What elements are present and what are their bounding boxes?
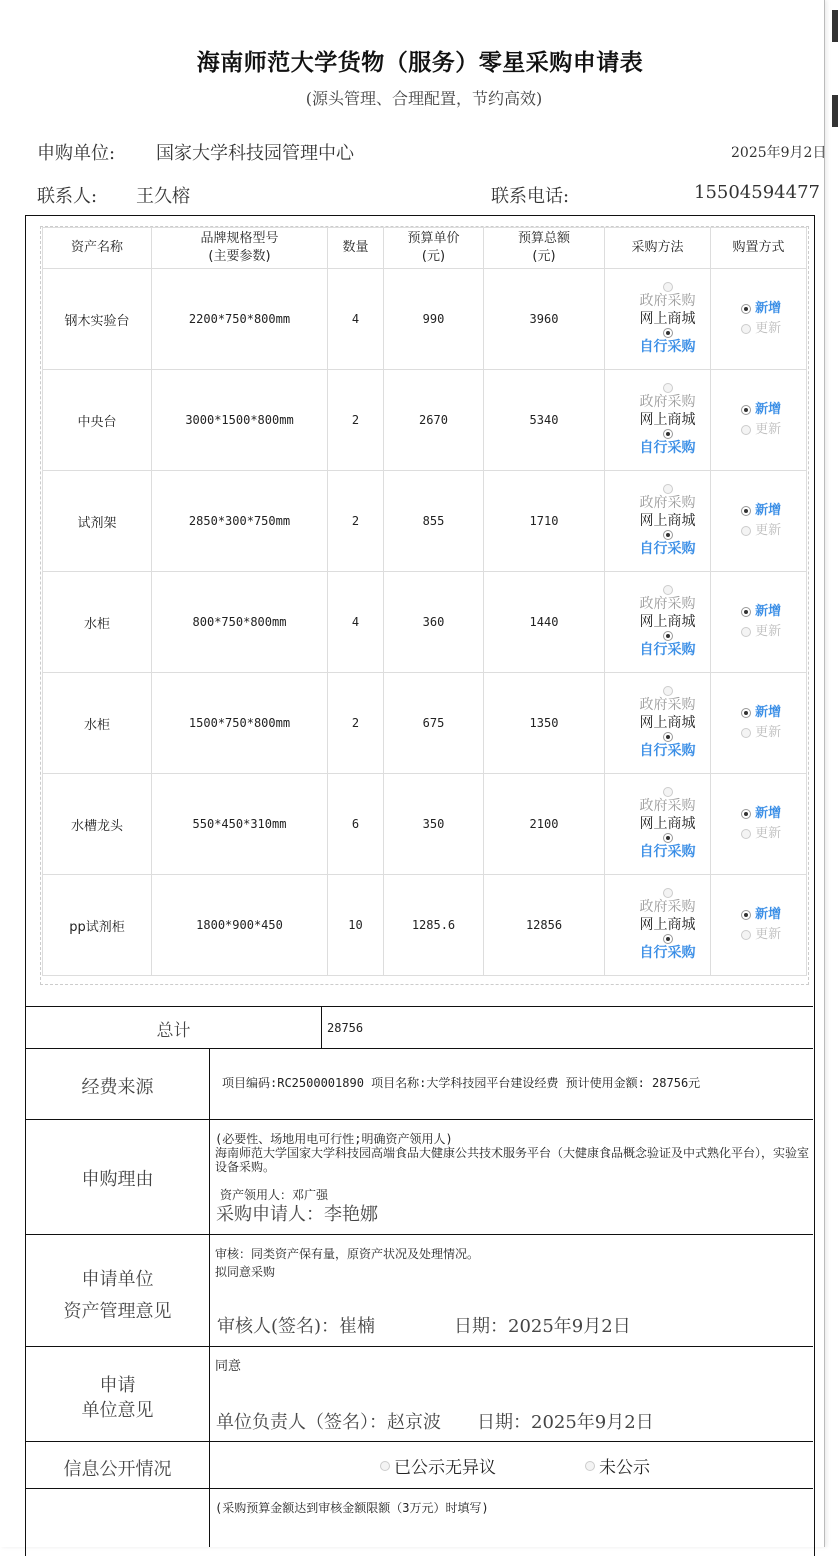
form-title: 海南师范大学货物（服务）零星采购申请表 <box>196 50 644 76</box>
reason-text: 海南师范大学国家大学科技园高端食品大健康公共技术服务平台（大健康食品概念验证及中式熟化平台），实验室设备采购。 <box>215 1146 810 1174</box>
buy-new-label: 新增 <box>755 503 782 518</box>
buy-update-label: 更新 <box>755 725 782 740</box>
funding-label: 经费来源 <box>81 1077 154 1098</box>
applicant-signature: 采购申请人：李艳娜 <box>216 1204 378 1225</box>
purchase-method-cell <box>605 370 711 471</box>
method-online-label: 网上商城 <box>639 311 696 327</box>
qty-cell: 2 <box>328 370 384 471</box>
table-row <box>43 269 807 370</box>
purchase-method-cell <box>605 875 711 976</box>
purchase-method-cell <box>605 774 711 875</box>
total-cell: 2100 <box>484 774 605 875</box>
qty-cell: 4 <box>328 269 384 370</box>
method-self-label: 自行采购 <box>639 440 696 456</box>
method-online-label: 网上商城 <box>639 513 696 529</box>
radio-gov-procurement[interactable] <box>663 686 673 696</box>
method-gov-label: 政府采购 <box>639 899 696 915</box>
buy-update-label: 更新 <box>755 624 782 639</box>
phone-value: 15504594477 <box>694 182 820 203</box>
purchase-method-cell <box>605 673 711 774</box>
radio-gov-procurement[interactable] <box>663 484 673 494</box>
radio-new[interactable] <box>741 910 751 920</box>
method-self-label: 自行采购 <box>639 642 696 658</box>
col-qty: 数量 <box>328 228 384 269</box>
divider <box>209 1048 210 1547</box>
radio-update[interactable] <box>741 930 751 940</box>
radio-new[interactable] <box>741 506 751 516</box>
reason-hint: (必要性、场地用电可行性;明确资产领用人) <box>215 1132 453 1146</box>
method-gov-label: 政府采购 <box>639 798 696 814</box>
buy-update-label: 更新 <box>755 523 782 538</box>
divider <box>25 1488 813 1489</box>
buy-new-label: 新增 <box>755 907 782 922</box>
disclosure-option-unpublished[interactable] <box>585 1453 650 1478</box>
method-self-label: 自行采购 <box>639 339 696 355</box>
unit-opinion-date: 日期：2025年9月2日 <box>477 1412 654 1433</box>
purchase-method-cell <box>605 471 711 572</box>
buy-type-cell <box>711 572 807 673</box>
spec-cell: 2850*300*750mm <box>152 471 328 572</box>
method-online-label: 网上商城 <box>639 715 696 731</box>
purchase-method-options <box>605 484 710 558</box>
radio-self-procurement[interactable] <box>663 530 673 540</box>
radio-self-procurement[interactable] <box>663 429 673 439</box>
purchase-method-options <box>605 383 710 457</box>
form-subtitle: (源头管理、合理配置，节约高效) <box>305 89 543 108</box>
phone-label: 联系电话: <box>491 186 570 207</box>
table-row <box>43 471 807 572</box>
purchase-method-options <box>605 787 710 861</box>
spec-cell: 3000*1500*800mm <box>152 370 328 471</box>
purchase-method-cell <box>605 269 711 370</box>
radio-update[interactable] <box>741 627 751 637</box>
review-date: 日期：2025年9月2日 <box>454 1316 631 1337</box>
purchase-method-options <box>605 686 710 760</box>
col-asset-name: 资产名称 <box>43 228 152 269</box>
buy-type-options <box>711 501 806 541</box>
radio-update[interactable] <box>741 324 751 334</box>
method-online-label: 网上商城 <box>639 816 696 832</box>
buy-type-options <box>711 602 806 642</box>
request-date: 2025年9月2日 <box>731 145 827 161</box>
total-cell: 12856 <box>484 875 605 976</box>
disclosure-option-published-label: 已公示无异议 <box>394 1458 496 1478</box>
unit-label: 申购单位: <box>37 143 116 164</box>
qty-cell: 6 <box>328 774 384 875</box>
radio-gov-procurement[interactable] <box>663 585 673 595</box>
divider <box>25 1006 813 1007</box>
radio-new[interactable] <box>741 607 751 617</box>
reviewer-signature: 审核人(签名)：崔楠 <box>217 1316 376 1337</box>
buy-new-label: 新增 <box>755 806 782 821</box>
buy-type-cell <box>711 269 807 370</box>
total-cell: 3960 <box>484 269 605 370</box>
items-table <box>42 227 807 976</box>
method-gov-label: 政府采购 <box>639 394 696 410</box>
buy-new-label: 新增 <box>755 604 782 619</box>
col-buy-type: 购置方式 <box>711 228 807 269</box>
unit-price-cell: 855 <box>384 471 484 572</box>
radio-update[interactable] <box>741 526 751 536</box>
asset-name-cell: 水槽龙头 <box>43 774 152 875</box>
unit-head-signature: 单位负责人（签名）：赵京波 <box>216 1412 441 1433</box>
unit-opinion-label-1: 申请 <box>99 1375 136 1396</box>
unit-price-cell: 2670 <box>384 370 484 471</box>
radio-update[interactable] <box>741 829 751 839</box>
buy-type-cell <box>711 673 807 774</box>
asset-recipient: 资产领用人：邓广强 <box>220 1188 329 1202</box>
total-cell: 1440 <box>484 572 605 673</box>
qty-cell: 2 <box>328 673 384 774</box>
purchase-method-options <box>605 888 710 962</box>
radio-self-procurement[interactable] <box>663 934 673 944</box>
buy-type-options <box>711 299 806 339</box>
contact-label: 联系人: <box>37 186 98 207</box>
buy-type-options <box>711 400 806 440</box>
total-cell: 5340 <box>484 370 605 471</box>
buy-new-label: 新增 <box>755 705 782 720</box>
spec-cell: 550*450*310mm <box>152 774 328 875</box>
buy-update-label: 更新 <box>755 927 782 942</box>
buy-update-label: 更新 <box>755 422 782 437</box>
col-method: 采购方法 <box>605 228 711 269</box>
radio-icon[interactable] <box>585 1461 595 1471</box>
method-self-label: 自行采购 <box>639 945 696 961</box>
divider <box>25 1441 813 1442</box>
method-self-label: 自行采购 <box>639 743 696 759</box>
table-row <box>43 370 807 471</box>
disclosure-option-unpublished-label: 未公示 <box>599 1458 650 1478</box>
asset-name-cell: 水柜 <box>43 673 152 774</box>
method-gov-label: 政府采购 <box>639 697 696 713</box>
divider <box>25 1119 813 1120</box>
divider <box>25 1346 813 1347</box>
qty-cell: 10 <box>328 875 384 976</box>
method-gov-label: 政府采购 <box>639 293 696 309</box>
radio-update[interactable] <box>741 728 751 738</box>
total-label: 总计 <box>156 1021 191 1041</box>
asset-name-cell: 试剂架 <box>43 471 152 572</box>
col-unit-price: 预算单价 (元) <box>384 228 484 269</box>
unit-opinion-text: 同意 <box>215 1359 242 1374</box>
col-total: 预算总额 (元) <box>484 228 605 269</box>
spec-cell: 2200*750*800mm <box>152 269 328 370</box>
buy-type-cell <box>711 471 807 572</box>
unit-price-cell: 350 <box>384 774 484 875</box>
radio-gov-procurement[interactable] <box>663 282 673 292</box>
spec-cell: 1800*900*450 <box>152 875 328 976</box>
table-row <box>43 774 807 875</box>
asset-opinion-label-2: 资产管理意见 <box>63 1301 172 1322</box>
total-value: 28756 <box>327 1021 364 1035</box>
asset-name-cell: pp试剂柜 <box>43 875 152 976</box>
radio-gov-procurement[interactable] <box>663 383 673 393</box>
qty-cell: 2 <box>328 471 384 572</box>
unit-opinion-label-2: 单位意见 <box>81 1400 154 1421</box>
buy-new-label: 新增 <box>755 402 782 417</box>
radio-icon[interactable] <box>380 1461 390 1471</box>
buy-type-cell <box>711 370 807 471</box>
spec-cell: 1500*750*800mm <box>152 673 328 774</box>
unit-price-cell: 675 <box>384 673 484 774</box>
radio-update[interactable] <box>741 425 751 435</box>
purchase-method-cell <box>605 572 711 673</box>
radio-new[interactable] <box>741 304 751 314</box>
method-gov-label: 政府采购 <box>639 596 696 612</box>
disclosure-label: 信息公开情况 <box>63 1459 172 1480</box>
radio-gov-procurement[interactable] <box>663 787 673 797</box>
radio-new[interactable] <box>741 809 751 819</box>
unit-price-cell: 990 <box>384 269 484 370</box>
contact-value: 王久榕 <box>136 186 190 207</box>
radio-self-procurement[interactable] <box>663 328 673 338</box>
reason-label: 申购理由 <box>81 1169 154 1190</box>
radio-gov-procurement[interactable] <box>663 888 673 898</box>
funding-text: 项目编码:RC2500001890 项目名称:大学科技园平台建设经费 预计使用金额: 28756元 <box>222 1076 701 1090</box>
total-cell: 1350 <box>484 673 605 774</box>
col-spec: 品牌规格型号 (主要参数) <box>152 228 328 269</box>
asset-name-cell: 中央台 <box>43 370 152 471</box>
divider <box>321 1006 322 1048</box>
asset-name-cell: 水柜 <box>43 572 152 673</box>
table-row <box>43 673 807 774</box>
buy-update-label: 更新 <box>755 826 782 841</box>
scrollbar-thumb[interactable] <box>832 10 838 42</box>
review-threshold-note: (采购预算金额达到审核金额限额（3万元）时填写) <box>215 1501 489 1515</box>
method-online-label: 网上商城 <box>639 412 696 428</box>
buy-type-cell <box>711 774 807 875</box>
buy-type-cell <box>711 875 807 976</box>
qty-cell: 4 <box>328 572 384 673</box>
method-self-label: 自行采购 <box>639 541 696 557</box>
table-row <box>43 572 807 673</box>
purchase-method-options <box>605 585 710 659</box>
buy-type-options <box>711 905 806 945</box>
unit-price-cell: 360 <box>384 572 484 673</box>
buy-type-options <box>711 804 806 844</box>
disclosure-option-published[interactable] <box>380 1453 496 1478</box>
total-cell: 1710 <box>484 471 605 572</box>
table-row <box>43 875 807 976</box>
divider <box>25 1048 813 1049</box>
unit-price-cell: 1285.6 <box>384 875 484 976</box>
method-online-label: 网上商城 <box>639 614 696 630</box>
radio-self-procurement[interactable] <box>663 631 673 641</box>
radio-self-procurement[interactable] <box>663 833 673 843</box>
spec-cell: 800*750*800mm <box>152 572 328 673</box>
asset-name-cell: 钢木实验台 <box>43 269 152 370</box>
table-header-row <box>43 228 807 269</box>
unit-value: 国家大学科技园管理中心 <box>156 143 354 164</box>
buy-new-label: 新增 <box>755 301 782 316</box>
buy-update-label: 更新 <box>755 321 782 336</box>
asset-opinion-text-2: 拟同意采购 <box>215 1265 276 1279</box>
method-gov-label: 政府采购 <box>639 495 696 511</box>
asset-opinion-label-1: 申请单位 <box>81 1269 154 1290</box>
asset-opinion-text-1: 审核：同类资产保有量，原资产状况及处理情况。 <box>215 1247 480 1261</box>
method-self-label: 自行采购 <box>639 844 696 860</box>
radio-self-procurement[interactable] <box>663 732 673 742</box>
radio-new[interactable] <box>741 405 751 415</box>
radio-new[interactable] <box>741 708 751 718</box>
buy-type-options <box>711 703 806 743</box>
purchase-method-options <box>605 282 710 356</box>
divider <box>25 1234 813 1235</box>
method-online-label: 网上商城 <box>639 917 696 933</box>
